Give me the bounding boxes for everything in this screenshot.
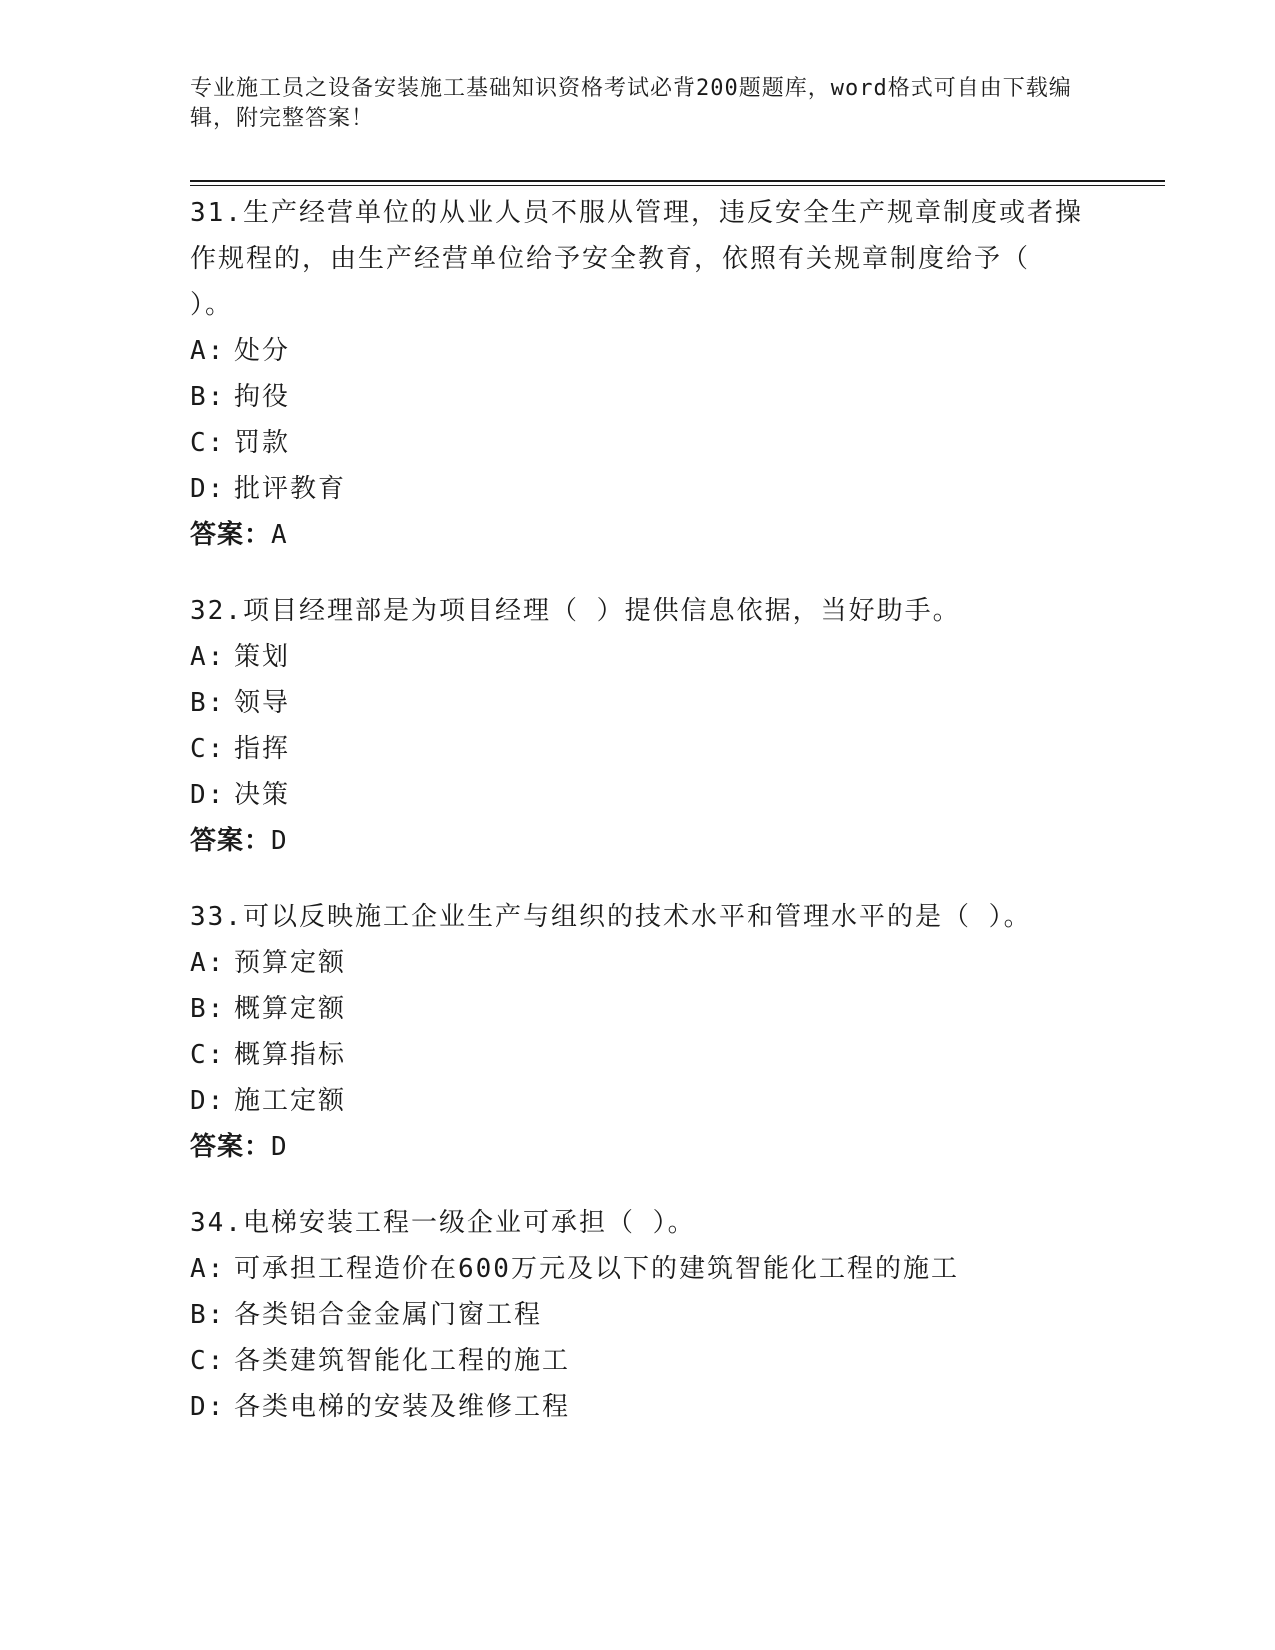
option-a — [190, 634, 1090, 680]
option-d — [190, 1078, 1090, 1124]
option-c — [190, 420, 1090, 466]
option-b — [190, 1292, 1090, 1338]
question-number: 32. — [190, 596, 243, 626]
answer-value: D — [271, 826, 288, 856]
option-letter: B: — [190, 994, 226, 1024]
question-list — [190, 190, 1090, 1460]
option-text: 指挥 — [234, 734, 291, 764]
option-letter: A: — [190, 948, 226, 978]
answer-label: 答案： — [190, 1132, 272, 1162]
question-body: 电梯安装工程一级企业可承担（ ）。 — [242, 1208, 696, 1238]
option-letter: D: — [190, 1392, 226, 1422]
option-text: 领导 — [234, 688, 291, 718]
question-33 — [190, 894, 1090, 1170]
document-header: 专业施工员之设备安装施工基础知识资格考试必背200题题库，word格式可自由下载编辑，附完整答案！ — [190, 76, 1072, 131]
option-letter: A: — [190, 1254, 226, 1284]
question-text — [190, 588, 1090, 634]
question-32 — [190, 588, 1090, 864]
option-letter: C: — [190, 734, 226, 764]
option-b — [190, 986, 1090, 1032]
option-text: 决策 — [234, 780, 291, 810]
option-a — [190, 1246, 1090, 1292]
option-letter: D: — [190, 780, 226, 810]
question-body: 项目经理部是为项目经理（ ）提供信息依据，当好助手。 — [242, 596, 961, 626]
option-text: 概算定额 — [234, 994, 347, 1024]
option-text: 预算定额 — [234, 948, 347, 978]
option-letter: C: — [190, 428, 226, 458]
question-text — [190, 894, 1090, 940]
answer-value: A — [271, 520, 288, 550]
option-letter: D: — [190, 474, 226, 504]
option-letter: C: — [190, 1346, 226, 1376]
option-a — [190, 328, 1090, 374]
option-d — [190, 772, 1090, 818]
option-c — [190, 726, 1090, 772]
answer-value: D — [271, 1132, 288, 1162]
option-letter: D: — [190, 1086, 226, 1116]
question-number: 33. — [190, 902, 243, 932]
question-34 — [190, 1200, 1090, 1430]
option-text: 各类电梯的安装及维修工程 — [234, 1392, 571, 1422]
answer-label: 答案： — [190, 826, 272, 856]
option-text: 批评教育 — [234, 474, 347, 504]
option-c — [190, 1032, 1090, 1078]
option-d — [190, 466, 1090, 512]
option-text: 拘役 — [234, 382, 291, 412]
option-text: 处分 — [234, 336, 291, 366]
option-letter: B: — [190, 1300, 226, 1330]
option-letter: A: — [190, 642, 226, 672]
option-letter: A: — [190, 336, 226, 366]
option-text: 概算指标 — [234, 1040, 347, 1070]
header-divider-thick — [190, 180, 1165, 182]
option-text: 各类铝合金金属门窗工程 — [234, 1300, 543, 1330]
question-body: 可以反映施工企业生产与组织的技术水平和管理水平的是（ ）。 — [242, 902, 1032, 932]
question-number: 34. — [190, 1208, 243, 1238]
option-b — [190, 374, 1090, 420]
answer-line — [190, 818, 1090, 864]
answer-label: 答案： — [190, 520, 272, 550]
option-text: 策划 — [234, 642, 291, 672]
question-text — [190, 1200, 1090, 1246]
header-divider-thin — [190, 185, 1165, 186]
option-c — [190, 1338, 1090, 1384]
answer-line — [190, 1124, 1090, 1170]
option-text: 各类建筑智能化工程的施工 — [234, 1346, 571, 1376]
question-body: 生产经营单位的从业人员不服从管理，违反安全生产规章制度或者操作规程的，由生产经营单位给予安全教育，依照有关规章制度给予（ ）。 — [190, 198, 1083, 320]
option-b — [190, 680, 1090, 726]
option-letter: B: — [190, 688, 226, 718]
question-31 — [190, 190, 1090, 558]
option-text: 可承担工程造价在600万元及以下的建筑智能化工程的施工 — [234, 1254, 959, 1284]
option-text: 罚款 — [234, 428, 291, 458]
option-letter: B: — [190, 382, 226, 412]
option-d — [190, 1384, 1090, 1430]
option-text: 施工定额 — [234, 1086, 347, 1116]
option-letter: C: — [190, 1040, 226, 1070]
question-number: 31. — [190, 198, 243, 228]
question-text — [190, 190, 1090, 328]
option-a — [190, 940, 1090, 986]
answer-line — [190, 512, 1090, 558]
